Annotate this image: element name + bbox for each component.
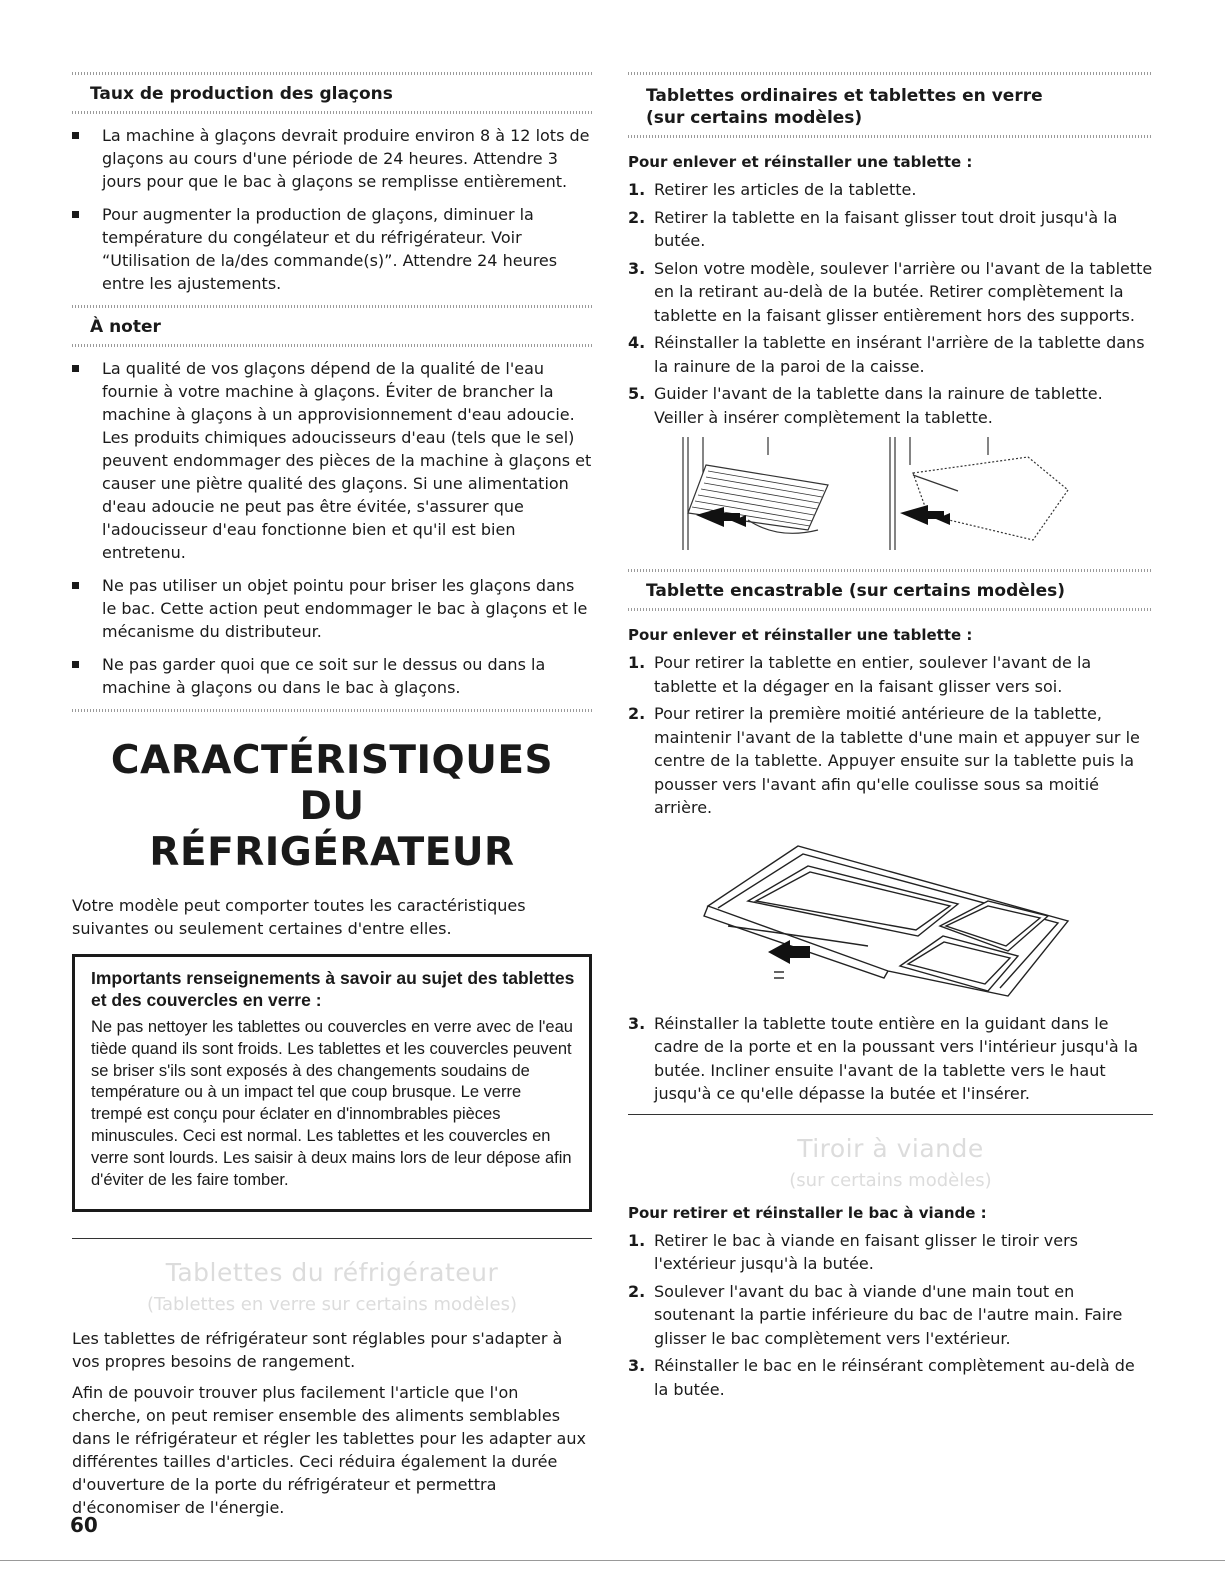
warning-title: Importants renseignements à savoir au sujet des tablettes et des couvercles en verre : (91, 968, 575, 1010)
list-item: Pour augmenter la production de glaçons, diminuer la température du congélateur et du réfrigérateur. Voir “Utilisation de la/des commande(s)”. Attendre 24 heures entre les ajustements. (72, 203, 592, 295)
right-column (628, 72, 1153, 1407)
list-item: 2. Pour retirer la première moitié antérieure de la tablette, maintenir l'avant de la tablette d'une main et appuyer sur le centre de la tablette. Appuyer ensuite sur la tablette puis la pousser vers l'avant afin qu'elle coulisse sous sa moitié arrière. (628, 704, 1140, 817)
section-heading-slide-shelf: Tablette encastrable (sur certains modèles) (646, 581, 1066, 601)
list-item: 3. Réinstaller la tablette toute entière en la guidant dans le cadre de la porte et en la poussant vers l'intérieur jusqu'à la butée. Incliner ensuite l'avant de la tablette vers le haut jusqu'à ce qu'elle dépasse la butée et l'insérer. (628, 1013, 1139, 1103)
bullet-icon (72, 661, 79, 668)
list-item: 1. Pour retirer la tablette en entier, soulever l'avant de la tablette et la dégager en la faisant glisser vers soi. (628, 653, 1092, 696)
section-divider (72, 111, 592, 114)
section-divider (628, 608, 1153, 611)
slide-shelf-steps (628, 651, 1153, 820)
list-item: La machine à glaçons devrait produire environ 8 à 12 lots de glaçons au cours d'une période de 24 heures. Attendre 3 jours pour que le bac à glaçons se remplisse entièrement. (72, 124, 592, 193)
page-bottom-rule (0, 1560, 1225, 1561)
list-item: Ne pas utiliser un objet pointu pour briser les glaçons dans le bac. Cette action peut endommager le bac à glaçons et le mécanisme du distributeur. (72, 574, 592, 643)
shelf-removal-illustration (628, 435, 1153, 557)
section-divider (72, 344, 592, 347)
meat-drawer-title: Tiroir à viande (797, 1133, 984, 1163)
list-item: 5. Guider l'avant de la tablette dans la rainure de tablette. Veiller à insérer complètement la tablette. (628, 384, 1103, 427)
list-item: 4. Réinstaller la tablette en insérant l'arrière de la tablette dans la rainure de la paroi de la caisse. (628, 333, 1145, 376)
push-arrow-icon (768, 940, 810, 964)
bullet-icon (72, 132, 79, 139)
section-divider (628, 135, 1153, 138)
shelves-title: Tablettes du réfrigérateur (165, 1258, 499, 1288)
list-item: 2. Soulever l'avant du bac à viande d'une main tout en soutenant la partie inférieure du bac de l'autre main. Faire glisser le bac complètement vers l'extérieur. (628, 1281, 1123, 1348)
list-item: 1. Retirer le bac à viande en faisant glisser le tiroir vers l'extérieur jusqu'à la butée. (628, 1230, 1079, 1273)
procedure-subhead: Pour enlever et réinstaller une tablette : (628, 626, 973, 644)
section-heading-note: À noter (90, 317, 161, 337)
left-column (72, 72, 592, 1527)
procedure-subhead: Pour retirer et réinstaller le bac à viande : (628, 1203, 987, 1222)
page-number: 60 (70, 1513, 98, 1537)
section-divider (72, 709, 592, 712)
meat-drawer-steps (628, 1229, 1153, 1402)
list-item: 3. Selon votre modèle, soulever l'arrière ou l'avant de la tablette en la retirant au-delà de la butée. Retirer complètement la tablette en la faisant glisser entièrement hors des supports. (628, 258, 1153, 325)
list-item: 3. Réinstaller le bac en le réinsérant complètement au-delà de la butée. (628, 1356, 1135, 1399)
shelves-subtitle: (Tablettes en verre sur certains modèles) (146, 1294, 518, 1316)
features-intro: Votre modèle peut comporter toutes les caractéristiques suivantes ou seulement certaines d'entre elles. (72, 896, 526, 938)
list-item: La qualité de vos glaçons dépend de la qualité de l'eau fournie à votre machine à glaçons. Éviter de brancher la machine à glaçons à un approvisionnement d'eau adoucie. Les produits chimiques adoucisseurs d'eau (tels que le sel) peuvent endommager des pièces de la machine à glaçons et causer une piètre qualité des glaçons. Si une alimentation d'eau adoucie ne peut pas être évitée, s'assurer que l'adoucisseur d'eau fonctionne bien et qu'il est bien entretenu. (72, 357, 592, 564)
glass-warning-box (72, 954, 592, 1212)
shelves-paragraph: Afin de pouvoir trouver plus facilement l'article que l'on cherche, on peut remiser ensemble des aliments semblables dans le réfrigérateur et régler les tablettes pour les adapter aux différentes tailles d'articles. Ceci réduira également la durée d'ouverture de la porte du réfrigérateur et permettra d'économiser de l'énergie. (72, 1383, 586, 1518)
standard-shelf-steps (628, 178, 1153, 429)
glass-shelf-figure (890, 437, 1068, 550)
note-list (72, 357, 592, 699)
slide-shelf-step-3 (628, 1012, 1153, 1106)
ice-rate-list (72, 124, 592, 295)
wire-shelf-figure (683, 437, 828, 550)
bullet-icon (72, 582, 79, 589)
section-divider (628, 1114, 1153, 1115)
list-item: Ne pas garder quoi que ce soit sur le dessus ou dans la machine à glaçons ou dans le bac à glaçons. (72, 653, 592, 699)
section-heading-ice-rate: Taux de production des glaçons (90, 84, 393, 104)
bullet-icon (72, 211, 79, 218)
page-title: CARACTÉRISTIQUES DU RÉFRIGÉRATEUR (110, 738, 554, 875)
shelves-paragraph: Les tablettes de réfrigérateur sont réglables pour s'adapter à vos propres besoins de rangement. (72, 1329, 563, 1372)
bullet-icon (72, 365, 79, 372)
meat-drawer-subtitle: (sur certains modèles) (789, 1169, 992, 1191)
procedure-subhead: Pour enlever et réinstaller une tablette : (628, 153, 973, 171)
section-divider (72, 1238, 592, 1239)
section-heading-standard-shelves: Tablettes ordinaires et tablettes en verre (sur certains modèles) (646, 86, 1043, 128)
slide-shelf-illustration (628, 826, 1153, 1006)
warning-text: Ne pas nettoyer les tablettes ou couvercles en verre avec de l'eau tiède quand ils sont froids. Les tablettes et les couvercles peuvent se briser s'ils sont exposés à des changements soudains de température ou à un impact tel que coup brusque. Le verre trempé est conçu pour éclater en d'innombrables pièces minuscules. Ceci est normal. Les tablettes et les couvercles en verre sont lourds. Les saisir à deux mains lors de leur dépose afin d'éviter de les faire tomber. (91, 1018, 573, 1189)
list-item: 2. Retirer la tablette en la faisant glisser tout droit jusqu'à la butée. (628, 207, 1118, 250)
list-item: 1. Retirer les articles de la tablette. (628, 180, 917, 199)
